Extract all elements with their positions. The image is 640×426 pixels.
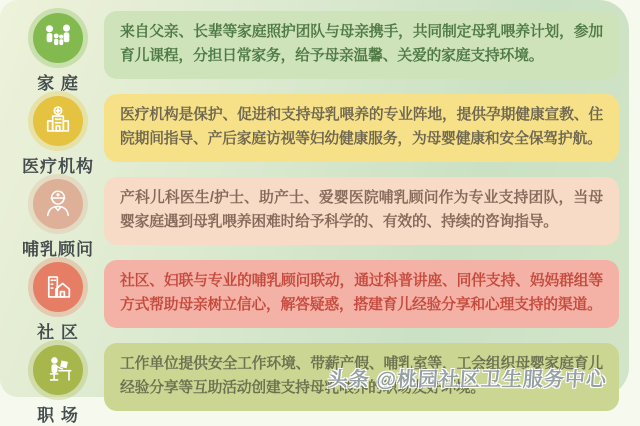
community-icon	[41, 270, 75, 304]
medical-icon-column	[12, 94, 104, 177]
workplace-icon-column	[12, 343, 104, 426]
family-icon-column	[12, 11, 104, 94]
community-icon-column	[12, 260, 104, 343]
family-icon	[41, 21, 75, 55]
nurse-icon	[41, 187, 75, 221]
row-label-consultant: 哺乳顾问	[22, 240, 94, 259]
support-row-medical	[12, 94, 619, 177]
support-row-community	[12, 260, 619, 343]
row-text-box-medical	[104, 94, 619, 162]
support-row-consultant	[12, 177, 619, 260]
row-text-consultant: 产科儿科医生/护士、助产士、爱婴医院哺乳顾问作为专业支持团队，当母婴家庭遇到母乳喂养困难时给予科学的、有效的、持续的咨询指导。	[120, 190, 603, 230]
row-text-family: 来自父亲、长辈等家庭照护团队与母亲携手，共同制定母乳喂养计划，参加育儿课程，分担日常家务，给予母亲温馨、关爱的家庭支持环境。	[120, 24, 603, 64]
workplace-icon-circle	[33, 345, 83, 395]
row-text-box-community	[104, 260, 619, 328]
row-text-box-family	[104, 11, 619, 79]
row-text-box-consultant	[104, 177, 619, 245]
support-row-family	[12, 11, 619, 94]
toutiao-watermark: 头条 @桃园社区卫生服务中心	[326, 369, 608, 391]
row-label-workplace: 职 场	[37, 406, 79, 425]
family-icon-circle	[33, 13, 83, 63]
medical-icon-circle	[33, 96, 83, 146]
row-label-medical: 医疗机构	[22, 157, 94, 176]
consultant-icon-circle	[33, 179, 83, 229]
consultant-icon-column	[12, 177, 104, 260]
workplace-icon	[41, 353, 75, 387]
row-label-community: 社 区	[37, 323, 79, 342]
row-text-workplace: 工作单位提供安全工作环境、带薪产假、哺乳室等，工会组织母婴家庭育儿经验分享等互助活动创建支持母乳喂养的职场友好环境。	[120, 356, 603, 396]
hospital-icon	[41, 104, 75, 138]
row-label-family: 家 庭	[37, 74, 79, 93]
community-icon-circle	[33, 262, 83, 312]
row-text-community: 社区、妇联与专业的哺乳顾问联动，通过科普讲座、同伴支持、妈妈群组等方式帮助母亲树立信心，解答疑惑，搭建育儿经验分享和心理支持的渠道。	[120, 273, 603, 313]
row-text-medical: 医疗机构是保护、促进和支持母乳喂养的专业阵地，提供孕期健康宣教、住院期间指导、产后家庭访视等妇幼健康服务，为母婴健康和安全保驾护航。	[120, 107, 603, 147]
